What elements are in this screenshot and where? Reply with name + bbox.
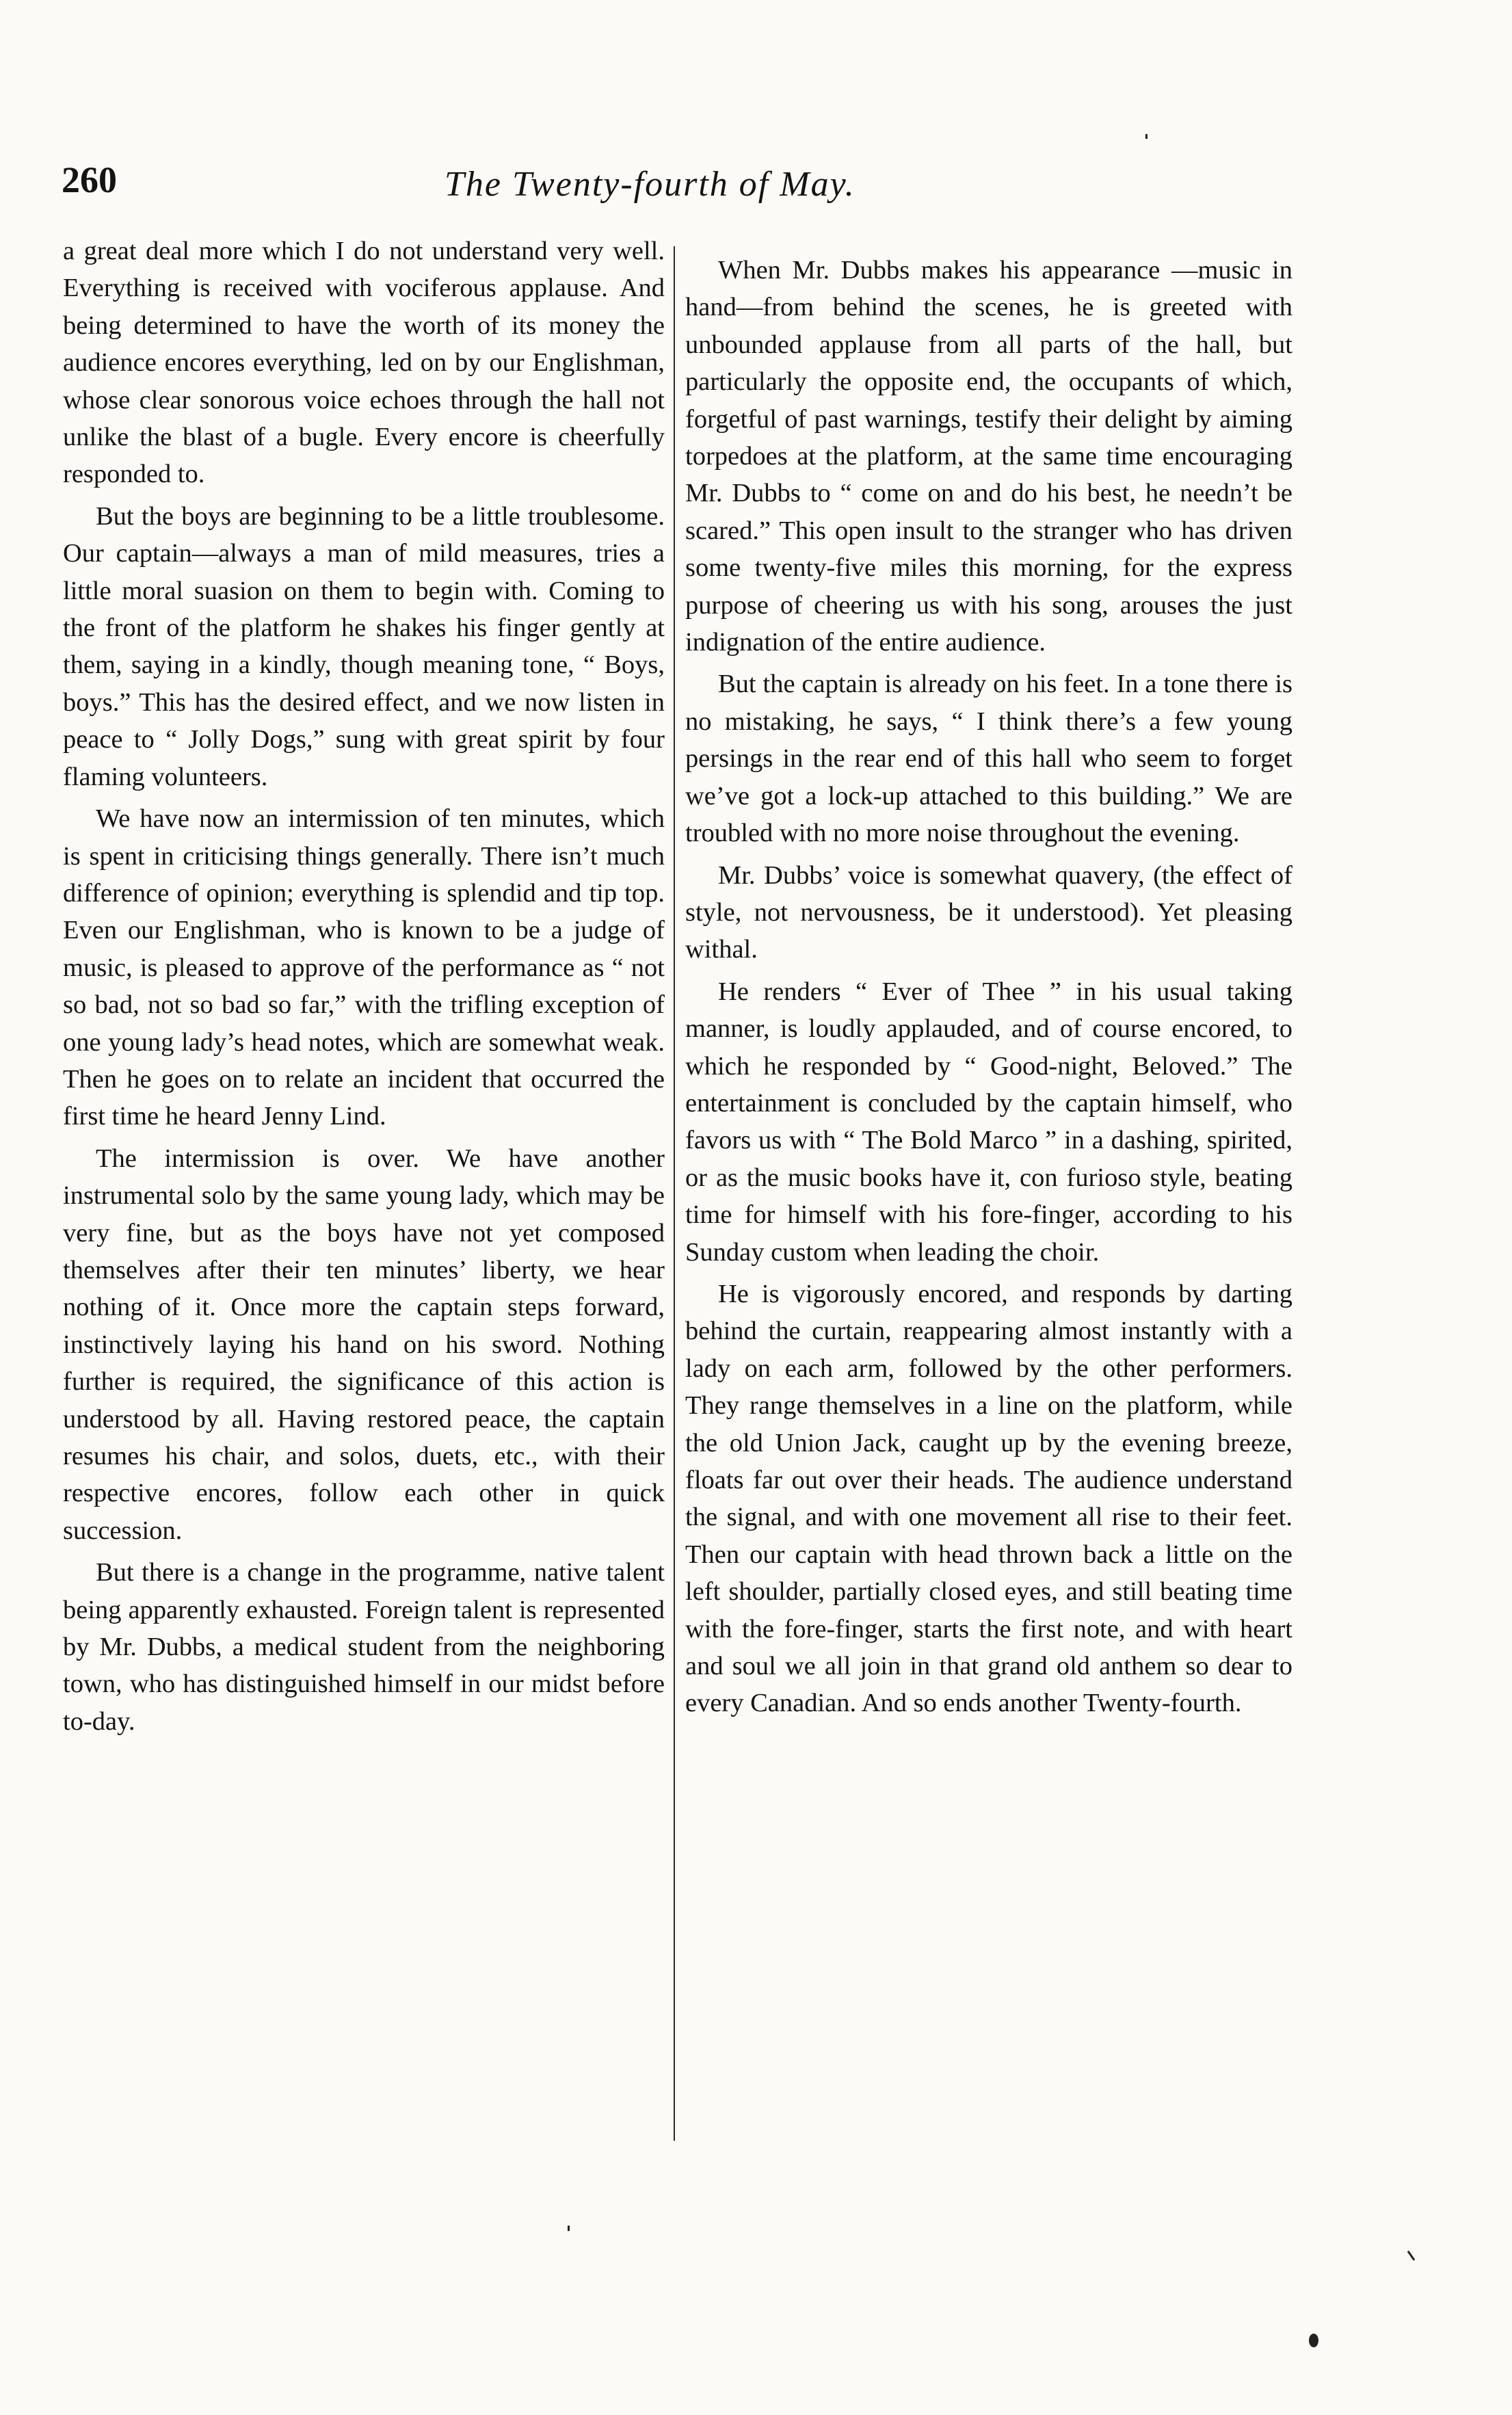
paragraph: He renders “ Ever of Thee ” in his usual taking manner, is loudly applauded, and of course encored, to which he responded by “ Good-night, Beloved.” The entertainment is concluded by the captain himself, who favors us with “ The Bold Marco ” in a dashing, spirited, or as the music books have it, con furioso style, beating time for himself with his fore-finger, according to his Sunday custom when leading the choir. (685, 977, 1292, 1267)
ink-speck (1407, 2251, 1416, 2261)
paragraph: But the captain is already on his feet. In a tone there is no mistaking, he says, “ I think there’s a few young persings in the rear end of this hall who seem to forget we’ve got a lock-up attached to this building.” We are troubled with no more noise throughout the evening. (685, 670, 1292, 848)
paragraph: We have now an intermission of ten minutes, which is spent in criticising things generally. There isn’t much difference of opinion; everything is splendid and tip top. Even our Englishman, who is known to be a judge of music, is pleased to approve of the performance as “ not so bad, not so bad so far,” with the trifling exception of one young lady’s head notes, which are somewhat weak. Then he goes on to relate an incident that occurred the first time he heard Jenny Lind. (63, 804, 665, 1131)
ink-speck (1145, 134, 1148, 139)
paragraph: When Mr. Dubbs makes his appearance —music in hand—from behind the scenes, he is greeted with unbounded applause from all parts of the hall, but particularly the opposite end, the occupants of which, forgetful of past warnings, testify their delight by aiming torpedoes at the platform, at the same time encouraging Mr. Dubbs to “ come on and do his best, he needn’t be scared.” This open insult to the stranger who has driven some twenty-five miles this morning, for the express purpose of cheering us with his song, arouses the just indignation of the entire audience. (685, 256, 1292, 657)
paragraph: But the boys are beginning to be a little troublesome. Our captain—always a man of mild measures, tries a little moral suasion on them to begin with. Coming to the front of the platform he shakes his finger gently at them, saying in a kindly, though meaning tone, “ Boys, boys.” This has the desired effect, and we now listen in peace to “ Jolly Dogs,” sung with great spirit by four flaming volunteers. (63, 501, 665, 791)
ink-speck (1309, 2334, 1318, 2347)
running-title: The Twenty-fourth of May. (445, 165, 856, 204)
paragraph: a great deal more which I do not understand very well. Everything is received with vociferous applause. And being determined to have the worth of its money the audience encores everything, led on by our Englishman, whose clear sonorous voice echoes through the hall not unlike the blast of a bugle. Every encore is cheerfully responded to. (63, 237, 665, 489)
right-column (685, 252, 1292, 1727)
page-number: 260 (62, 159, 117, 200)
page-header (62, 159, 944, 220)
paragraph: But there is a change in the programme, native talent being apparently exhausted. Foreign talent is represented by Mr. Dubbs, a medical student from the neighboring town, who has distinguished himself in our midst before to-day. (63, 1558, 665, 1736)
paragraph: He is vigorously encored, and responds by darting behind the curtain, reappearing almost instantly with a lady on each arm, followed by the other performers. They range themselves in a line on the platform, while the old Union Jack, caught up by the evening breeze, floats far out over their heads. The audience understand the signal, and with one movement all rise to their feet. Then our captain with head thrown back a little on the left shoulder, partially closed eyes, and still beating time with the fore-finger, starts the first note, and with heart and soul we all join in that grand old anthem so dear to every Canadian. And so ends another Twenty-fourth. (685, 1279, 1292, 1718)
left-column (63, 233, 665, 1745)
paragraph: Mr. Dubbs’ voice is somewhat quavery, (the effect of style, not nervousness, be it understood). Yet pleasing withal. (685, 860, 1292, 964)
ink-speck (568, 2226, 570, 2231)
column-divider (674, 246, 675, 2141)
paragraph: The intermission is over. We have another instrumental solo by the same young lady, which may be very fine, but as the boys have not yet composed themselves after their ten minutes’ liberty, we hear nothing of it. Once more the captain steps forward, instinctively laying his hand on his sword. Nothing further is required, the significance of this action is understood by all. Having restored peace, the captain resumes his chair, and solos, duets, etc., with their respective encores, follow each other in quick succession. (63, 1144, 665, 1545)
